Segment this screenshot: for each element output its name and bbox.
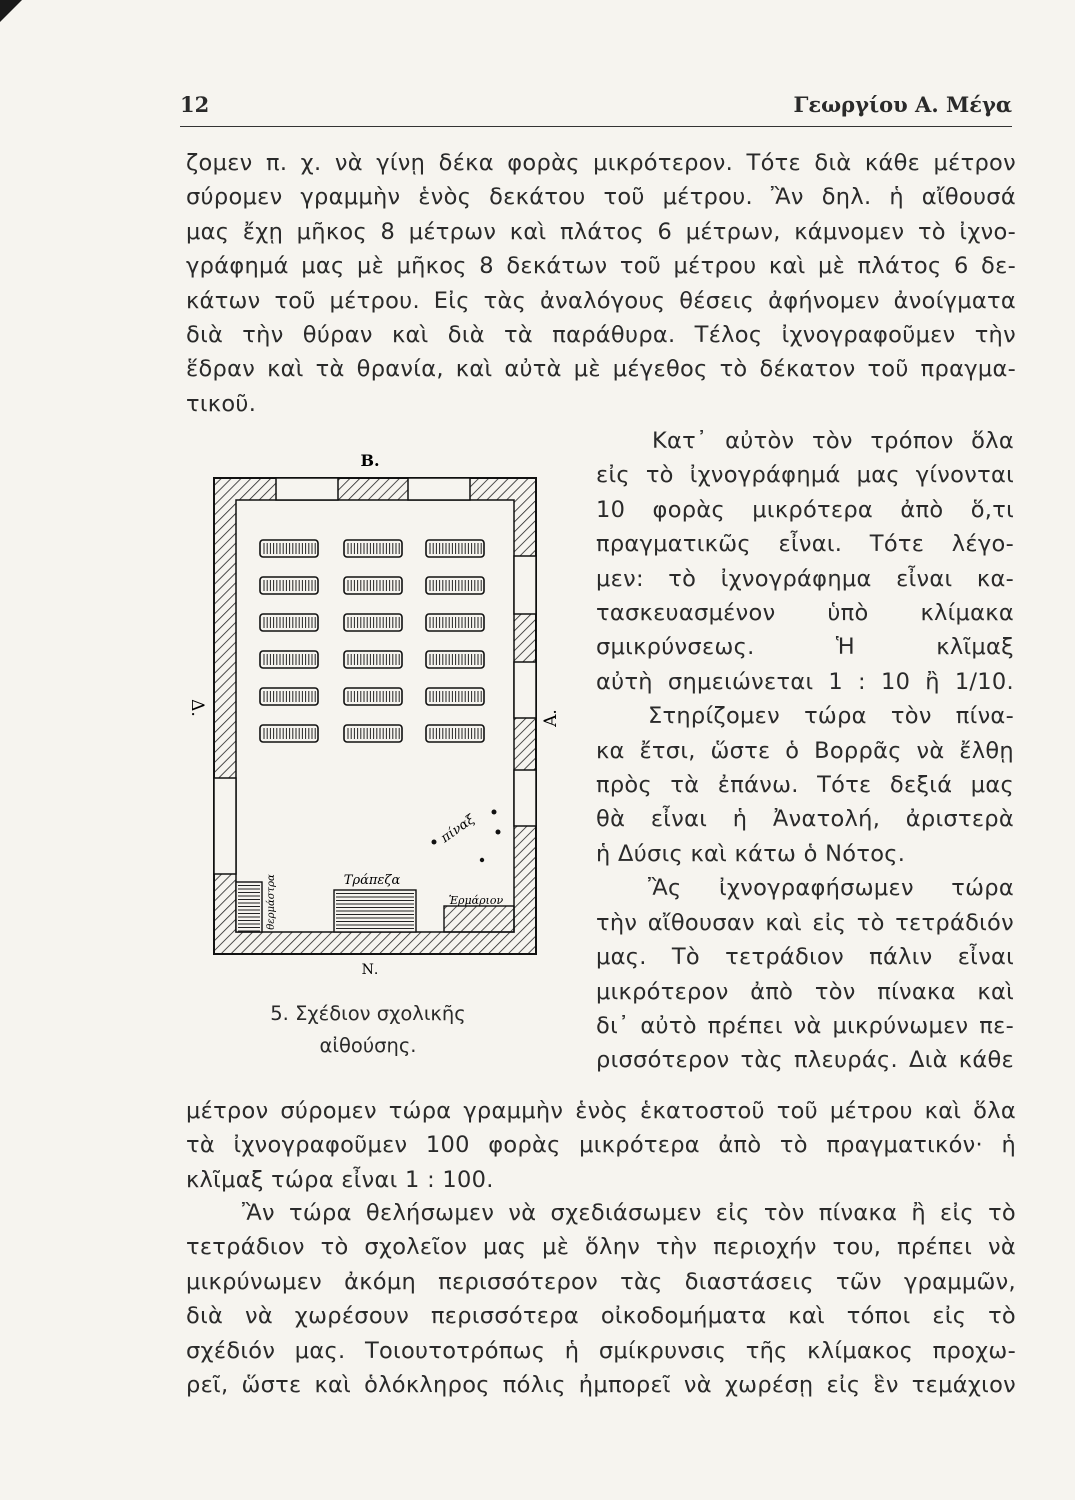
text-line: μας ἔχῃ μῆκος 8 μέτρων καὶ πλάτος 6 μέτρων, κάμνομεν τὸ ἰχνο- — [186, 218, 1016, 245]
bench — [260, 688, 318, 705]
text-line: σμικρύνσεως. Ἡ κλῖμαξ — [596, 634, 1014, 661]
figure-caption — [238, 998, 498, 1062]
text-line: Κατ᾽ αὐτὸν τὸν τρόπον ὅλα — [652, 428, 1014, 454]
text-line: ρισσότερον τὰς πλευράς. Διὰ κάθε — [596, 1047, 1014, 1074]
paragraph-2-continued — [186, 1094, 1016, 1197]
text-line: κάτων τοῦ μέτρου. Εἰς τὰς ἀναλόγους θέσεις ἀφήνομεν ἀνοίγματα — [186, 287, 1016, 314]
text-line: εἰς τὸ ἰχνογράφημά μας γίνονται — [596, 462, 1014, 489]
text-line: μας. Τὸ τετράδιον πάλιν εἶναι — [596, 944, 1014, 971]
text-line: ἡ Δύσις καὶ κάτω ὁ Νότος. — [596, 840, 906, 867]
cupboard-label: Ἑρμάριον — [448, 894, 504, 907]
bench — [426, 688, 484, 705]
text-line: μέτρον σύρομεν τώρα γραμμὴν ἑνὸς ἑκατοστοῦ τοῦ μέτρου καὶ ὅλα — [186, 1098, 1016, 1124]
text-line: πρὸς τὰ ἐπάνω. Τότε δεξιά μας — [596, 772, 1014, 799]
bench — [344, 614, 402, 631]
text-line: τικοῦ. — [186, 390, 257, 417]
bench — [426, 577, 484, 594]
classroom-floor-plan — [170, 440, 570, 1060]
text-line: 10 φορὰς μικρότερα ἀπὸ ὅ,τι — [596, 496, 1014, 523]
text-line: διὰ τὴν θύραν καὶ διὰ τὰ παράθυρα. Τέλος ἰχνογραφοῦμεν τὴν — [186, 322, 1016, 349]
page-number: 12 — [180, 92, 210, 117]
cupboard — [444, 906, 514, 932]
text-line: Στηρίζομεν τώρα τὸν πίνα- — [648, 703, 1014, 730]
caption-line-1: 5. Σχέδιον σχολικῆς — [270, 1002, 466, 1025]
compass-west: Δ. — [187, 699, 207, 717]
bench — [344, 540, 402, 557]
stove — [236, 882, 262, 932]
floor-plan-drawing — [170, 440, 570, 980]
text-line: τὴν αἴθουσαν καὶ εἰς τὸ τετράδιόν — [596, 909, 1014, 936]
compass-north: Β. — [360, 451, 380, 470]
text-line: μεν: τὸ ἰχνογράφημα εἶναι κα- — [596, 565, 1014, 592]
text-line: διὰ νὰ χωρέσουν περισσότερα οἰκοδομήματα καὶ τόποι εἰς τὸ — [186, 1303, 1016, 1330]
text-line: κα ἔτσι, ὥστε ὁ Βορρᾶς νὰ ἔλθῃ — [596, 737, 1014, 764]
running-title: Γεωργίου Α. Μέγα — [793, 92, 1012, 117]
text-line: θὰ εἶναι ἡ Ἀνατολή, ἀριστερὰ — [596, 806, 1014, 833]
bench — [260, 577, 318, 594]
paragraph-2 — [596, 424, 1014, 1078]
table-label: Τράπεζα — [343, 873, 401, 888]
text-line: σύρομεν γραμμὴν ἑνὸς δεκάτου τοῦ μέτρου. Ἂν δηλ. ἡ αἴθουσά — [186, 184, 1016, 211]
bench — [260, 540, 318, 557]
bench — [260, 725, 318, 742]
blackboard-label: πίναξ — [438, 812, 478, 847]
bench — [426, 614, 484, 631]
text-line: τὰ ἰχνογραφοῦμεν 100 φορὰς μικρότερα ἀπὸ τὸ πραγματικόν· ἡ — [186, 1132, 1016, 1159]
bench — [260, 614, 318, 631]
text-line: ρεῖ, ὥστε καὶ ὁλόκληρος πόλις ἠμπορεῖ νὰ χωρέσῃ εἰς ἓν τεμάχιον — [186, 1372, 1016, 1399]
bench — [344, 688, 402, 705]
text-line: τασκευασμένον ὑπὸ κλίμακα — [596, 600, 1014, 627]
east-windows — [514, 556, 536, 826]
text-line: αὐτὴ σημειώνεται 1 : 10 ἢ 1/10. — [596, 668, 1014, 695]
stove-label: θερμάστρα — [266, 874, 277, 930]
teacher-table — [334, 890, 416, 932]
bench — [344, 725, 402, 742]
corner-mark — [0, 0, 22, 22]
text-line: σχέδιόν μας. Τοιουτοτρόπως ἡ σμίκρυνσις τῆς κλίμακος προχω- — [186, 1337, 1016, 1364]
west-door — [214, 778, 236, 874]
text-line: Ἂς ἰχνογραφήσωμεν τώρα — [648, 875, 1014, 902]
text-line: ἕδραν καὶ τὰ θρανία, καὶ αὐτὰ μὲ μέγεθος τὸ δέκατον τοῦ πραγμα- — [186, 356, 1016, 383]
compass-east: Α. — [541, 709, 561, 727]
text-line: μικρύνωμεν ἀκόμη περισσότερον τὰς διαστάσεις τῶν γραμμῶν, — [186, 1268, 1016, 1295]
bench — [426, 540, 484, 557]
bench — [344, 577, 402, 594]
caption-line-2: αἰθούσης. — [319, 1034, 417, 1057]
text-line: κλῖμαξ τώρα εἶναι 1 : 100. — [186, 1166, 494, 1193]
compass-south: Ν. — [361, 962, 379, 978]
text-line: ζομεν π. χ. νὰ γίνῃ δέκα φορὰς μικρότερον. Τότε διὰ κάθε μέτρον — [186, 150, 1016, 176]
text-line: πραγματικῶς εἶναι. Τότε λέγο- — [596, 531, 1014, 558]
bench — [426, 725, 484, 742]
bench — [260, 651, 318, 668]
paragraph-1 — [186, 146, 1016, 421]
paragraph-3 — [186, 1196, 1016, 1402]
bench — [426, 651, 484, 668]
text-line: τετράδιον τὸ σχολεῖον μας μὲ ὅλην τὴν περιοχήν του, πρέπει νὰ — [186, 1234, 1016, 1261]
text-line: γράφημά μας μὲ μῆκος 8 δεκάτων τοῦ μέτρου καὶ μὲ πλάτος 6 δε- — [186, 253, 1016, 280]
text-line: δι᾽ αὐτὸ πρέπει νὰ μικρύνωμεν πε- — [596, 1012, 1014, 1039]
text-line: Ἂν τώρα θελήσωμεν νὰ σχεδιάσωμεν εἰς τὸν πίνακα ἢ εἰς τὸ — [242, 1200, 1016, 1226]
text-line: μικρότερον ἀπὸ τὸν πίνακα καὶ — [596, 978, 1014, 1005]
page-header — [180, 86, 1012, 127]
bench — [344, 651, 402, 668]
